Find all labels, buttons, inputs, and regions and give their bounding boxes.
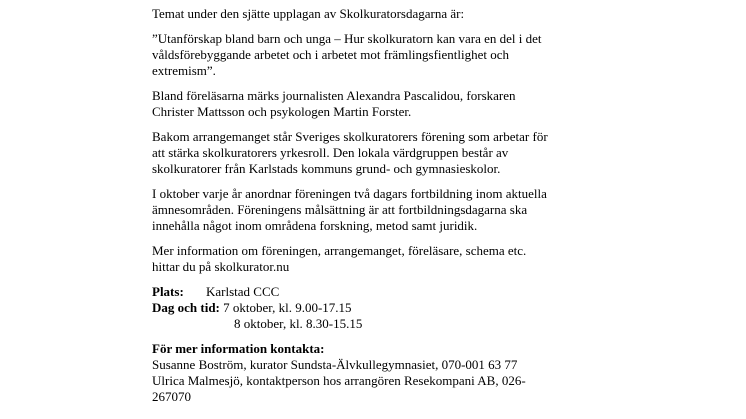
paragraph-intro [152, 6, 612, 22]
time-label: Dag och tid: [152, 300, 220, 315]
text-line: ämnesområden. Föreningens målsättning är att fortbildningsdagarna ska [152, 202, 528, 217]
day1-value: 7 oktober, kl. 9.00-17.15 [223, 300, 352, 315]
text-line: Christer Mattsson och psykologen Martin Forster. [152, 104, 412, 119]
text-line: Temat under den sjätte upplagan av Skolkuratorsdagarna är: [152, 6, 465, 21]
text-line: I oktober varje år anordnar föreningen två dagars fortbildning inom aktuella [152, 186, 547, 201]
document-body [152, 6, 612, 405]
paragraph-training [152, 186, 612, 234]
time-row-day1 [152, 300, 612, 316]
text-line: Bland föreläsarna märks journalisten Alexandra Pascalidou, forskaren [152, 88, 516, 103]
text-line: extremism”. [152, 63, 216, 78]
event-details [152, 284, 612, 332]
paragraph-organizer [152, 129, 612, 177]
time-row-day2 [152, 316, 612, 332]
paragraph-more-info [152, 243, 612, 275]
contact-heading: För mer information kontakta: [152, 341, 325, 356]
text-line: Mer information om föreningen, arrangemanget, föreläsare, schema etc. [152, 243, 527, 258]
place-value: Karlstad CCC [206, 284, 280, 299]
place-row [152, 284, 612, 300]
text-line: hittar du på skolkurator.nu [152, 259, 290, 274]
text-line: att stärka skolkuratorers yrkesroll. Den lokala värdgruppen består av [152, 145, 509, 160]
contact-line: Ulrica Malmesjö, kontaktperson hos arrangören Resekompani AB, 026- [152, 373, 526, 388]
day2-value: 8 oktober, kl. 8.30-15.15 [234, 316, 363, 331]
text-line: Bakom arrangemanget står Sveriges skolkuratorers förening som arbetar för [152, 129, 548, 144]
text-line: våldsförebyggande arbetet och i arbetet mot främlingsfientlighet och [152, 47, 510, 62]
place-label: Plats: [152, 284, 184, 299]
text-line: innehålla något inom områdena forskning, metod samt juridik. [152, 218, 478, 233]
contact-section [152, 341, 612, 405]
paragraph-speakers [152, 88, 612, 120]
contact-line: Susanne Boström, kurator Sundsta-Älvkullegymnasiet, 070-001 63 77 [152, 357, 518, 372]
text-line: skolkuratorer från Karlstads kommuns grund- och gymnasieskolor. [152, 161, 501, 176]
contact-line: 267070 [152, 389, 191, 404]
text-line: ”Utanförskap bland barn och unga – Hur skolkuratorn kan vara en del i det [152, 31, 542, 46]
paragraph-theme-quote [152, 31, 612, 79]
